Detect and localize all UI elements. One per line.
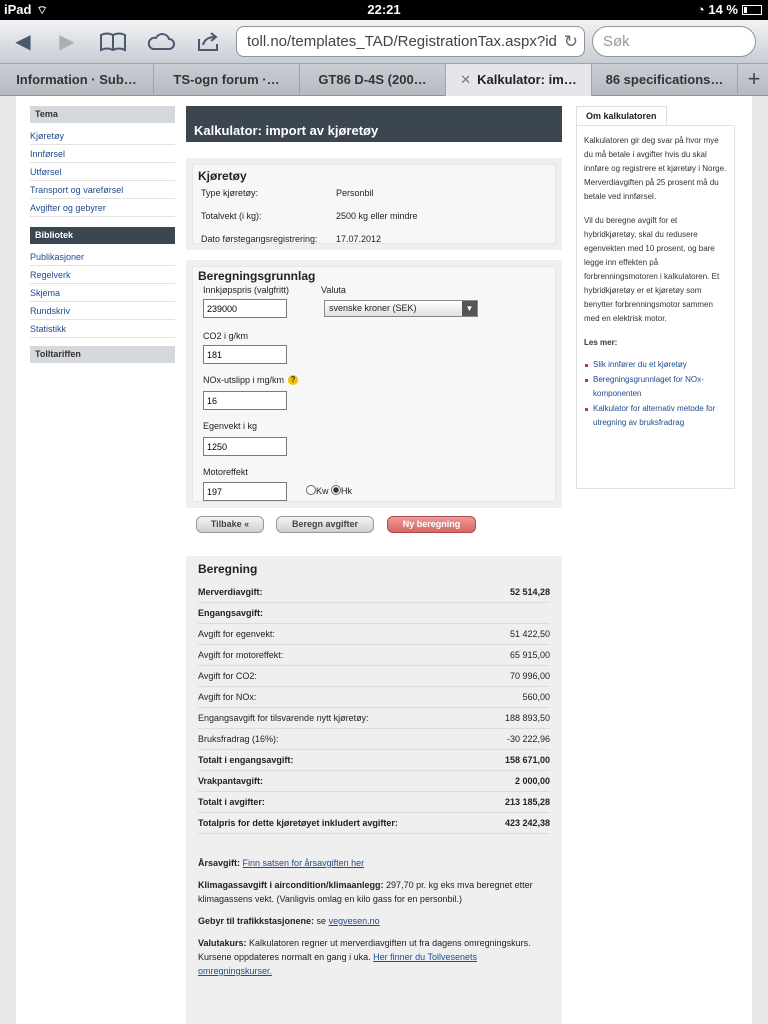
- result-value: 188 893,50: [504, 713, 550, 723]
- status-bar: [0, 0, 768, 20]
- nox-input[interactable]: [203, 391, 287, 410]
- close-tab-icon[interactable]: ✕: [460, 72, 472, 87]
- about-paragraph-2: Vil du beregne avgift for et hybridkjøretøy, skal du redusere egenvekten med 10 prosent, og bare legge inn effekten på forbrenningsmotoren i kalkulatoren. Et hybridkjøretøy er et kjøretøy som benytter forbrenningsmotor sammen med en elektrisk motor.: [584, 216, 720, 323]
- result-row: [198, 603, 550, 624]
- new-calculation-button[interactable]: Ny beregning: [387, 516, 476, 533]
- result-section: [186, 556, 562, 1024]
- nav-item-kjoretoy[interactable]: Kjøretøy: [30, 127, 175, 145]
- result-label: Avgift for egenvekt:: [198, 629, 275, 639]
- cloud-icon[interactable]: [146, 27, 176, 62]
- result-value: 423 242,38: [504, 818, 550, 828]
- reload-icon[interactable]: ↻: [563, 32, 578, 51]
- result-value: 65 915,00: [509, 650, 550, 660]
- klima-note: Klimagassavgift i aircondition/klimaanlegg: 297,70 pr. kg eks mva beregnet etter klimagassens vekt. (Vanligvis omlag en kilo gass for en personbil.): [198, 880, 533, 904]
- price-input[interactable]: [203, 299, 287, 318]
- gebyr-note: Gebyr til trafikkstasjonene: se vegvesen.no: [198, 916, 380, 926]
- read-more-link-2[interactable]: Beregningsgrunnlaget for NOx-komponenten: [584, 373, 727, 401]
- result-value: 51 422,50: [509, 629, 550, 639]
- result-row: [198, 645, 550, 666]
- forward-arrow-icon[interactable]: ▶: [59, 31, 75, 53]
- back-button[interactable]: Tilbake «: [196, 516, 264, 533]
- currency-label: Valuta: [321, 285, 346, 295]
- result-value: 52 514,28: [509, 587, 550, 597]
- result-title: Beregning: [198, 562, 258, 576]
- hk-radio[interactable]: [331, 485, 341, 495]
- result-label: Totalpris for dette kjøretøyet inkludert avgifter:: [198, 818, 398, 828]
- result-label: Vrakpantavgift:: [198, 776, 264, 786]
- back-arrow-icon[interactable]: ◀: [15, 31, 31, 53]
- co2-label: CO2 i g/km: [203, 331, 249, 341]
- result-row: [198, 582, 550, 603]
- result-value: 213 185,28: [504, 797, 550, 807]
- vehicle-weight-row: Totalvekt (i kg): 2500 kg eller mindre: [201, 211, 418, 221]
- basis-title: Beregningsgrunnlag: [198, 269, 316, 283]
- about-tab[interactable]: Om kalkulatoren: [576, 106, 667, 125]
- weight-label: Egenvekt i kg: [203, 421, 258, 431]
- result-value: 158 671,00: [504, 755, 550, 765]
- valuta-note: Valutakurs: Kalkulatoren regner ut merverdiavgiften ut fra dagens omregningskurs. Kursene oppdateres normalt en gang i uka. Her finner du Tollvesenets omregningskurser.: [198, 938, 531, 976]
- tolltariffen-link[interactable]: Tolltariffen: [30, 346, 175, 363]
- result-value: 2 000,00: [514, 776, 550, 786]
- nav-item-publikasjoner[interactable]: Publikasjoner: [30, 248, 175, 266]
- nav-item-transport[interactable]: Transport og vareførsel: [30, 181, 175, 199]
- url-field[interactable]: toll.no/templates_TAD/RegistrationTax.aspx?id ↻: [236, 26, 585, 57]
- device-name: iPad: [4, 2, 32, 17]
- tab-3[interactable]: GT86 D-4S (200…: [300, 64, 446, 96]
- result-row: [198, 792, 550, 813]
- lock-rotation-icon: ◔: [696, 2, 705, 17]
- vegvesen-link[interactable]: vegvesen.no: [328, 916, 380, 926]
- result-label: Totalt i avgifter:: [198, 797, 265, 807]
- vehicle-section: [186, 158, 562, 250]
- result-label: Avgift for NOx:: [198, 692, 257, 702]
- result-row: [198, 687, 550, 708]
- result-row: [198, 624, 550, 645]
- basis-section: [186, 260, 562, 508]
- co2-input[interactable]: [203, 345, 287, 364]
- nav-item-statistikk[interactable]: Statistikk: [30, 320, 175, 338]
- tab-2[interactable]: TS-ogn forum ·…: [154, 64, 300, 96]
- vehicle-type-row: Type kjøretøy: Personbil: [201, 188, 374, 198]
- exchange-rates-link[interactable]: Her finner du Tollvesenets omregningskurser.: [198, 952, 478, 976]
- calculate-button[interactable]: Beregn avgifter: [276, 516, 374, 533]
- price-label: Innkjøpspris (valgfritt): [203, 285, 290, 295]
- nav-item-utforsel[interactable]: Utførsel: [30, 163, 175, 181]
- arsavgift-link[interactable]: Finn satsen for årsavgiften her: [242, 858, 365, 868]
- calculator-main: [186, 106, 562, 1024]
- result-label: Bruksfradrag (16%):: [198, 734, 279, 744]
- tab-5[interactable]: 86 specifications…: [592, 64, 738, 96]
- tab-4-active[interactable]: ✕ Kalkulator: im…: [446, 64, 592, 96]
- read-more-link-1[interactable]: Slik innfører du et kjøretøy: [584, 358, 727, 372]
- result-label: Merverdiavgift:: [198, 587, 263, 597]
- result-row: [198, 813, 550, 834]
- chevron-down-icon: ▼: [462, 301, 477, 316]
- wifi-icon: ⌔: [36, 3, 48, 17]
- power-label: Motoreffekt: [203, 467, 248, 477]
- result-table: [198, 582, 550, 834]
- about-body: [576, 125, 735, 489]
- nav-item-avgifter[interactable]: Avgifter og gebyrer: [30, 199, 175, 217]
- result-value: 560,00: [522, 692, 550, 702]
- result-row: [198, 666, 550, 687]
- result-row: [198, 729, 550, 750]
- page-title: Kalkulator: import av kjøretøy: [186, 106, 562, 142]
- result-label: Avgift for CO2:: [198, 671, 257, 681]
- result-row: [198, 708, 550, 729]
- currency-select[interactable]: svenske kroner (SEK) ▼: [324, 300, 478, 317]
- kw-radio[interactable]: [306, 485, 316, 495]
- read-more-link-3[interactable]: Kalkulator for alternativ metode for utregning av bruksfradrag: [584, 402, 727, 430]
- power-input[interactable]: [203, 482, 287, 501]
- result-label: Totalt i engangsavgift:: [198, 755, 294, 765]
- help-icon[interactable]: ?: [288, 375, 298, 385]
- clock: 22:21: [367, 2, 401, 17]
- power-unit-radios: Kw Hk: [306, 485, 352, 496]
- vehicle-date-row: Dato førstegangsregistrering: 17.07.2012: [201, 234, 382, 244]
- weight-input[interactable]: [203, 437, 287, 456]
- battery-icon: [742, 5, 762, 15]
- new-tab-icon[interactable]: +: [747, 66, 761, 91]
- arsavgift-note: Årsavgift: Finn satsen for årsavgiften her: [198, 858, 365, 868]
- about-panel: [576, 106, 735, 489]
- battery-percent: 14 %: [708, 2, 738, 17]
- result-value: -30 222,96: [506, 734, 550, 744]
- result-row: [198, 771, 550, 792]
- tab-bar: [0, 64, 768, 96]
- browser-toolbar: [0, 20, 768, 64]
- left-navigation: [30, 106, 175, 363]
- result-value: 70 996,00: [509, 671, 550, 681]
- result-label: Avgift for motoreffekt:: [198, 650, 284, 660]
- vehicle-title: Kjøretøy: [198, 169, 247, 183]
- nav-item-innforsel[interactable]: Innførsel: [30, 145, 175, 163]
- tema-heading: Tema: [30, 106, 175, 123]
- result-label: Engangsavgift for tilsvarende nytt kjøretøy:: [198, 713, 369, 723]
- search-field[interactable]: Søk: [592, 26, 756, 57]
- tab-1[interactable]: Information · Sub…: [0, 64, 154, 96]
- web-page: [16, 96, 752, 1024]
- button-row: [186, 516, 562, 536]
- about-paragraph-1: Kalkulatoren gir deg svar på hvor mye du må betale i avgifter hvis du skal innføre og registrere et kjøretøy i Norge. Merverdiavgiften på 25 prosent må du betale ved innførsel.: [584, 136, 727, 201]
- nav-item-rundskriv[interactable]: Rundskriv: [30, 302, 175, 320]
- nox-label: NOx-utslipp i mg/km ?: [203, 375, 298, 385]
- read-more-heading: Les mer:: [584, 338, 618, 347]
- bookmarks-icon[interactable]: [98, 27, 128, 62]
- bibliotek-heading: Bibliotek: [30, 227, 175, 244]
- nav-item-regelverk[interactable]: Regelverk: [30, 266, 175, 284]
- result-row: [198, 750, 550, 771]
- result-label: Engangsavgift:: [198, 608, 264, 618]
- nav-item-skjema[interactable]: Skjema: [30, 284, 175, 302]
- share-icon[interactable]: [194, 27, 224, 62]
